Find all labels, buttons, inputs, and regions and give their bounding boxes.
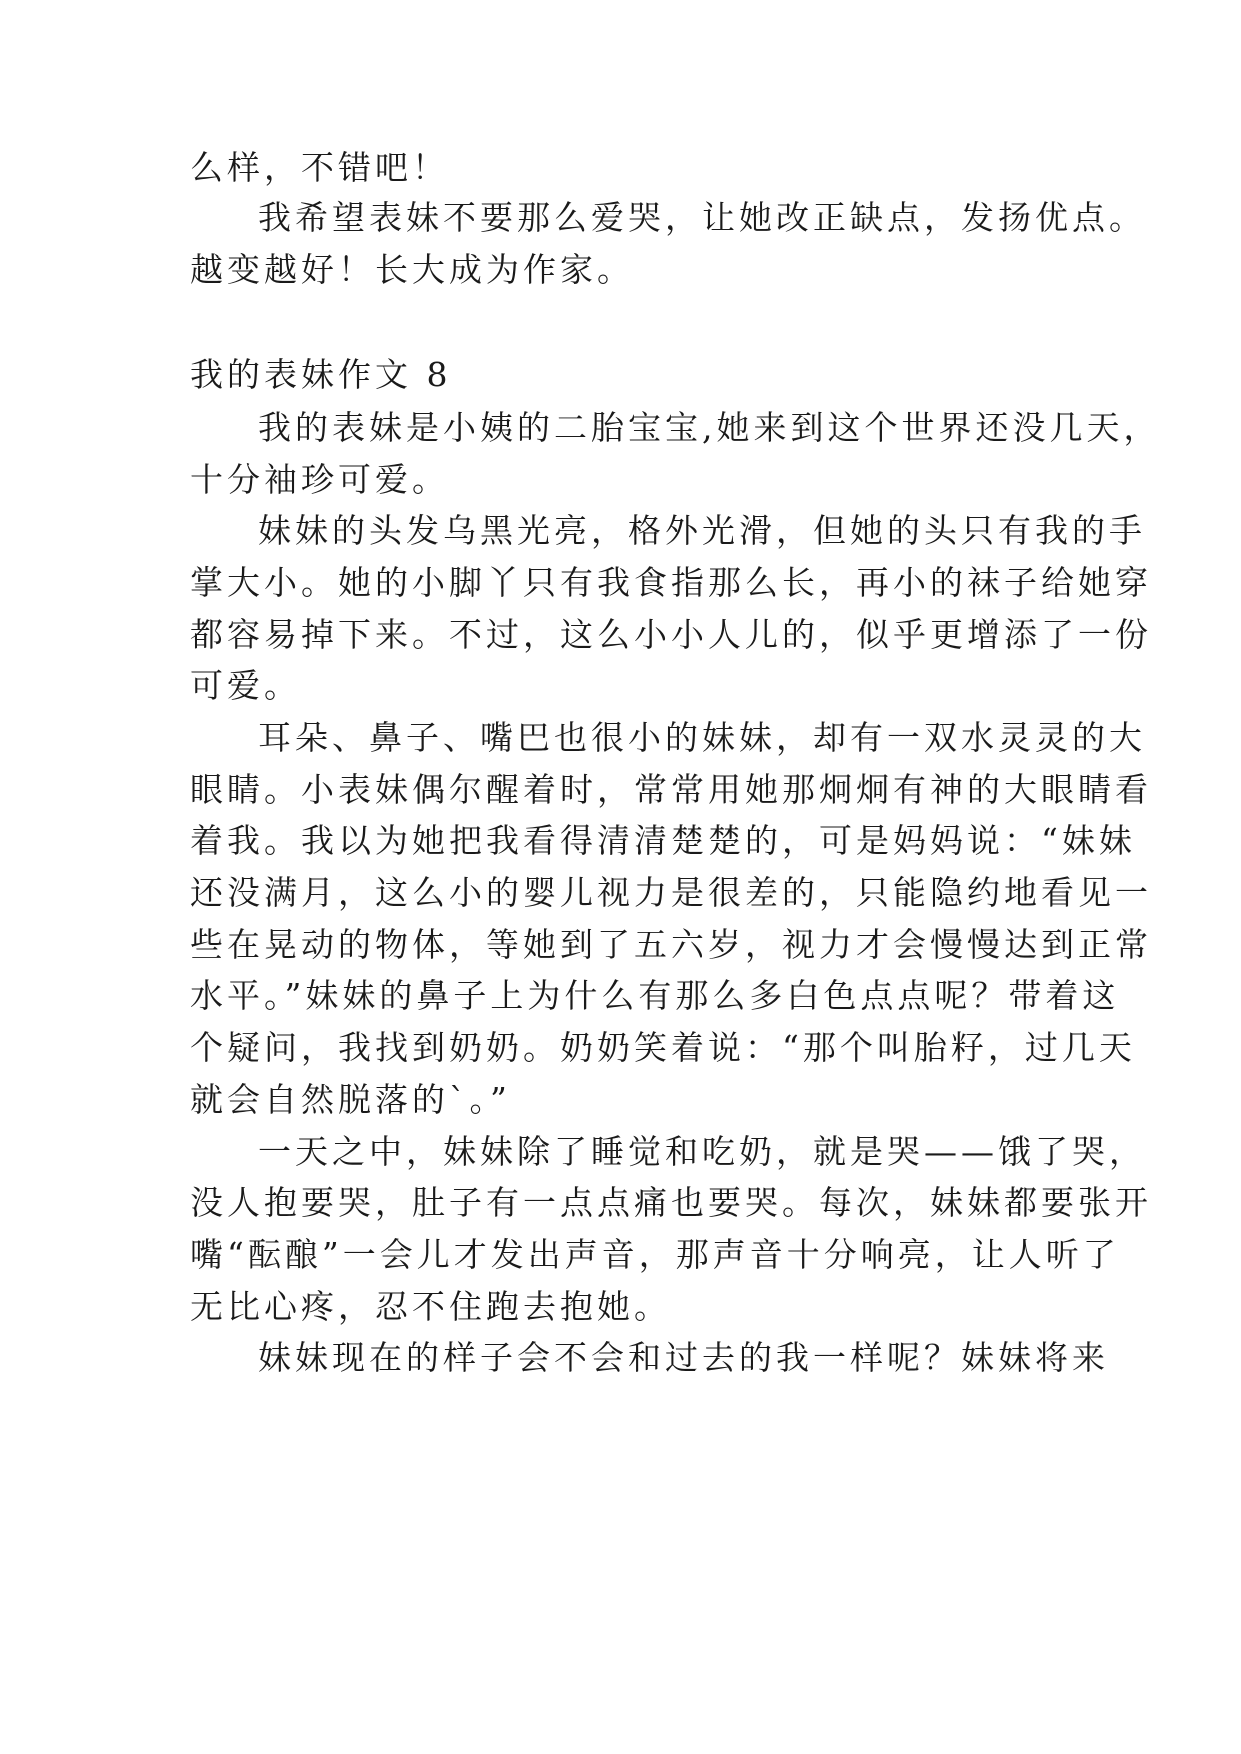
- paragraph-line: 些在晃动的物体，等她到了五六岁，视力才会慢慢达到正常: [190, 925, 1152, 964]
- section-heading: 我的表妹作文 8: [190, 355, 452, 394]
- paragraph-line: 个疑问，我找到奶奶。奶奶笑着说：“那个叫胎籽，过几天: [190, 1028, 1136, 1067]
- paragraph-line: 就会自然脱落的`。”: [190, 1080, 511, 1119]
- paragraph-line: 掌大小。她的小脚丫只有我食指那么长，再小的袜子给她穿: [190, 563, 1152, 602]
- paragraph-line: 着我。我以为她把我看得清清楚楚的，可是妈妈说：“妹妹: [190, 821, 1136, 860]
- paragraph-line: 无比心疼，忍不住跑去抱她。: [190, 1287, 671, 1326]
- paragraph-line: 可爱。: [190, 666, 301, 705]
- paragraph-line: 水平。”妹妹的鼻子上为什么有那么多白色点点呢？带着这: [190, 976, 1120, 1015]
- paragraph-line: 么样，不错吧！: [190, 148, 449, 187]
- paragraph-line: 没人抱要哭，肚子有一点点痛也要哭。每次，妹妹都要张开: [190, 1183, 1152, 1222]
- paragraph-line: 一天之中，妹妹除了睡觉和吃奶，就是哭——饿了哭，: [258, 1132, 1146, 1171]
- paragraph-line: 嘴“酝酿”一会儿才发出声音，那声音十分响亮，让人听了: [190, 1235, 1120, 1274]
- paragraph-line: 眼睛。小表妹偶尔醒着时，常常用她那炯炯有神的大眼睛看: [190, 770, 1152, 809]
- paragraph-line: 我希望表妹不要那么爱哭，让她改正缺点，发扬优点。: [258, 198, 1146, 237]
- paragraph-line: 妹妹的头发乌黑光亮，格外光滑，但她的头只有我的手: [258, 511, 1146, 550]
- paragraph-line: 十分袖珍可爱。: [190, 460, 449, 499]
- paragraph-line: 耳朵、鼻子、嘴巴也很小的妹妹，却有一双水灵灵的大: [258, 718, 1146, 757]
- paragraph-line: 还没满月，这么小的婴儿视力是很差的，只能隐约地看见一: [190, 873, 1152, 912]
- paragraph-line: 妹妹现在的样子会不会和过去的我一样呢？妹妹将来: [258, 1338, 1109, 1377]
- paragraph-line: 都容易掉下来。不过，这么小小人儿的，似乎更增添了一份: [190, 615, 1152, 654]
- paragraph-line: 我的表妹是小姨的二胎宝宝,她来到这个世界还没几天，: [258, 408, 1161, 447]
- paragraph-line: 越变越好！长大成为作家。: [190, 250, 634, 289]
